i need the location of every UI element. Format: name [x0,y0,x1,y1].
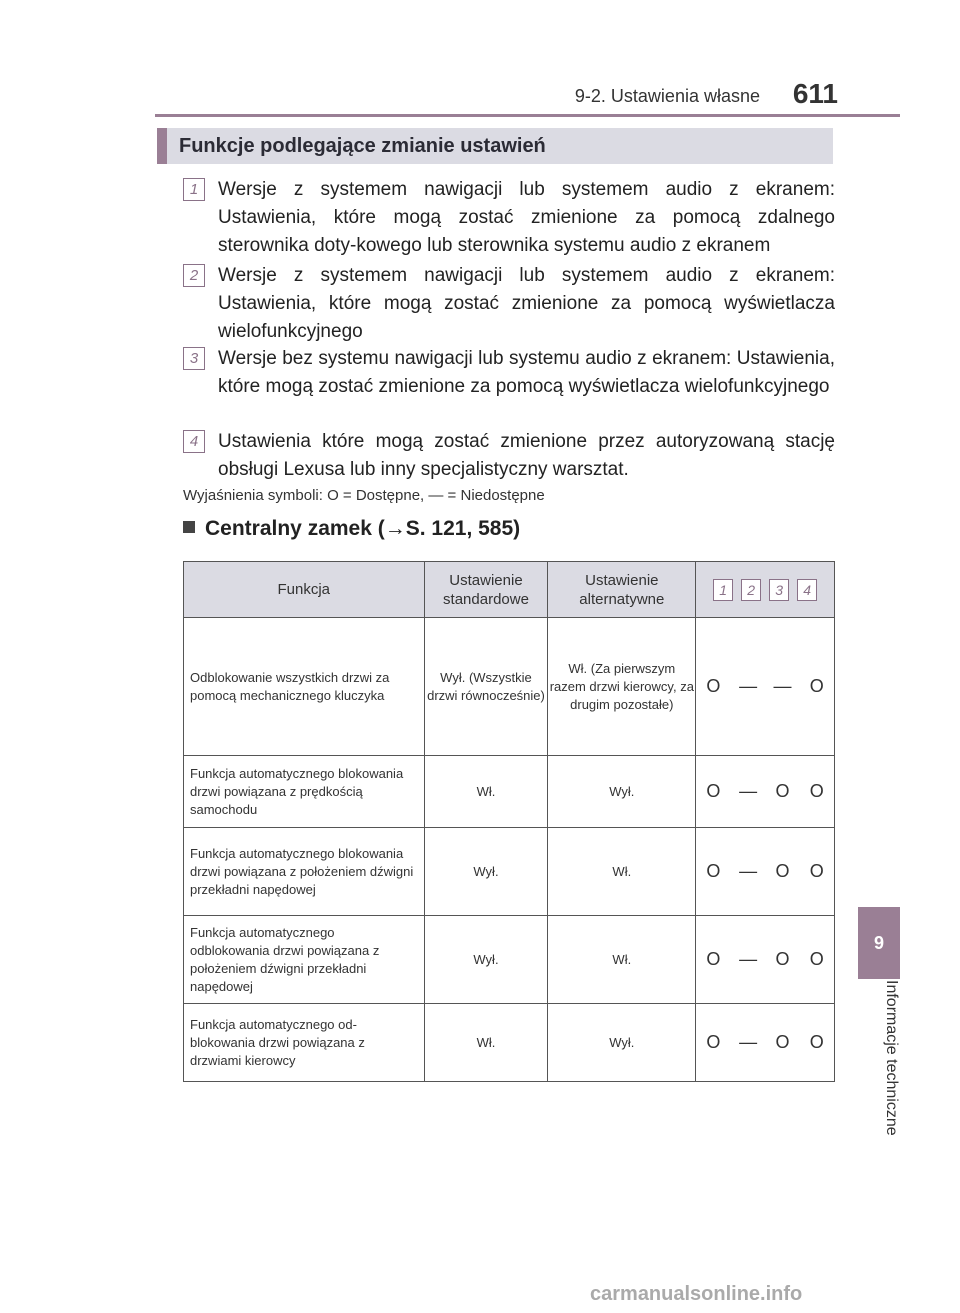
availability-cell: O [800,828,835,916]
item-number-badge: 4 [183,430,205,453]
item-text: Wersje z systemem nawigacji lub systemem audio z ekranem: Ustawienia, które mogą zostać zmienione za pomocą wyświetlacza wielofunkcyjnego [218,265,835,342]
availability-cell: — [766,618,800,756]
function-cell: Funkcja automatycznego odblokowania drzwi powiązana z położeniem dźwigni przekładni napędowej [184,916,425,1004]
version-badge: 3 [769,579,789,601]
alternative-cell: Wył. [548,756,696,828]
default-cell: Wł. [424,756,548,828]
availability-cell: — [731,618,766,756]
list-item [183,345,835,401]
subheading-text: Centralny zamek (→S. 121, 585) [205,517,521,540]
item-text: Ustawienia które mogą zostać zmienione przez autoryzowaną stację obsługi Lexusa lub inny specjalistyczny warsztat. [218,431,835,480]
version-badge: 4 [797,579,817,601]
alternative-cell: Wł. (Za pierwszym razem drzwi kierowcy, za drugim pozostałe) [548,618,696,756]
availability-cell: O [766,1004,800,1082]
header-default: Ustawienie standardowe [424,562,548,618]
alternative-cell: Wył. [548,1004,696,1082]
default-cell: Wył. [424,916,548,1004]
chapter-label: Informacje techniczne [883,980,900,1136]
function-cell: Funkcja automatycznego blokowania drzwi powiązana z prędkością samochodu [184,756,425,828]
chapter-number: 9 [873,933,884,953]
square-bullet-icon [183,521,195,533]
availability-cell: O [766,828,800,916]
list-item [183,176,835,260]
availability-cell: O [800,916,835,1004]
table-row [184,916,835,1004]
availability-cell: O [696,828,731,916]
table-row [184,618,835,756]
header-alternative: Ustawienie alternatywne [548,562,696,618]
subheading [183,517,520,541]
item-number-badge: 1 [183,178,205,201]
default-cell: Wył. (Wszystkie drzwi równocześnie) [424,618,548,756]
availability-cell: O [800,618,835,756]
availability-cell: — [731,916,766,1004]
alternative-cell: Wł. [548,916,696,1004]
function-cell: Funkcja automatycznego od-blokowania drzwi powiązana z drzwiami kierowcy [184,1004,425,1082]
watermark: carmanualsonline.info [590,1283,803,1305]
table-row [184,756,835,828]
availability-cell: O [696,916,731,1004]
chapter-tab [858,907,900,979]
version-badge: 2 [741,579,761,601]
availability-cell: — [731,828,766,916]
header-function: Funkcja [184,562,425,618]
table-row [184,1004,835,1082]
version-badge: 1 [713,579,733,601]
availability-cell: O [696,756,731,828]
availability-cell: O [800,1004,835,1082]
default-cell: Wł. [424,1004,548,1082]
list-item [183,262,835,346]
availability-cell: — [731,756,766,828]
table-header-row [184,562,835,618]
header-rule [155,114,900,117]
page-number: 611 [792,78,838,109]
page-header [540,78,840,110]
item-number-badge: 2 [183,264,205,287]
item-text: Wersje bez systemu nawigacji lub systemu audio z ekranem: Ustawienia, które mogą zostać zmienione za pomocą wyświetlacza wielofunkcyjnego [218,348,835,397]
symbol-legend: Wyjaśnienia symboli: O = Dostępne, — = Niedostępne [183,487,545,504]
section-heading-box [157,128,833,164]
availability-cell: O [766,916,800,1004]
settings-table [183,561,835,1082]
availability-cell: O [696,1004,731,1082]
item-number-badge: 3 [183,347,205,370]
item-text: Wersje z systemem nawigacji lub systemem audio z ekranem: Ustawienia, które mogą zostać zmienione za pomocą zdalnego sterownika doty-kowego lub sterownika systemu audio z ekranem [218,179,835,256]
alternative-cell: Wł. [548,828,696,916]
availability-cell: O [766,756,800,828]
function-cell: Odblokowanie wszystkich drzwi za pomocą mechanicznego kluczyka [184,618,425,756]
availability-cell: O [800,756,835,828]
table-row [184,828,835,916]
section-heading: Funkcje podlegające zmianie ustawień [179,135,546,157]
list-item [183,428,835,484]
function-cell: Funkcja automatycznego blokowania drzwi powiązana z położeniem dźwigni przekładni napędowej [184,828,425,916]
section-title: 9-2. Ustawienia własne [574,86,760,106]
header-version-numbers [696,562,835,618]
default-cell: Wył. [424,828,548,916]
availability-cell: O [696,618,731,756]
availability-cell: — [731,1004,766,1082]
